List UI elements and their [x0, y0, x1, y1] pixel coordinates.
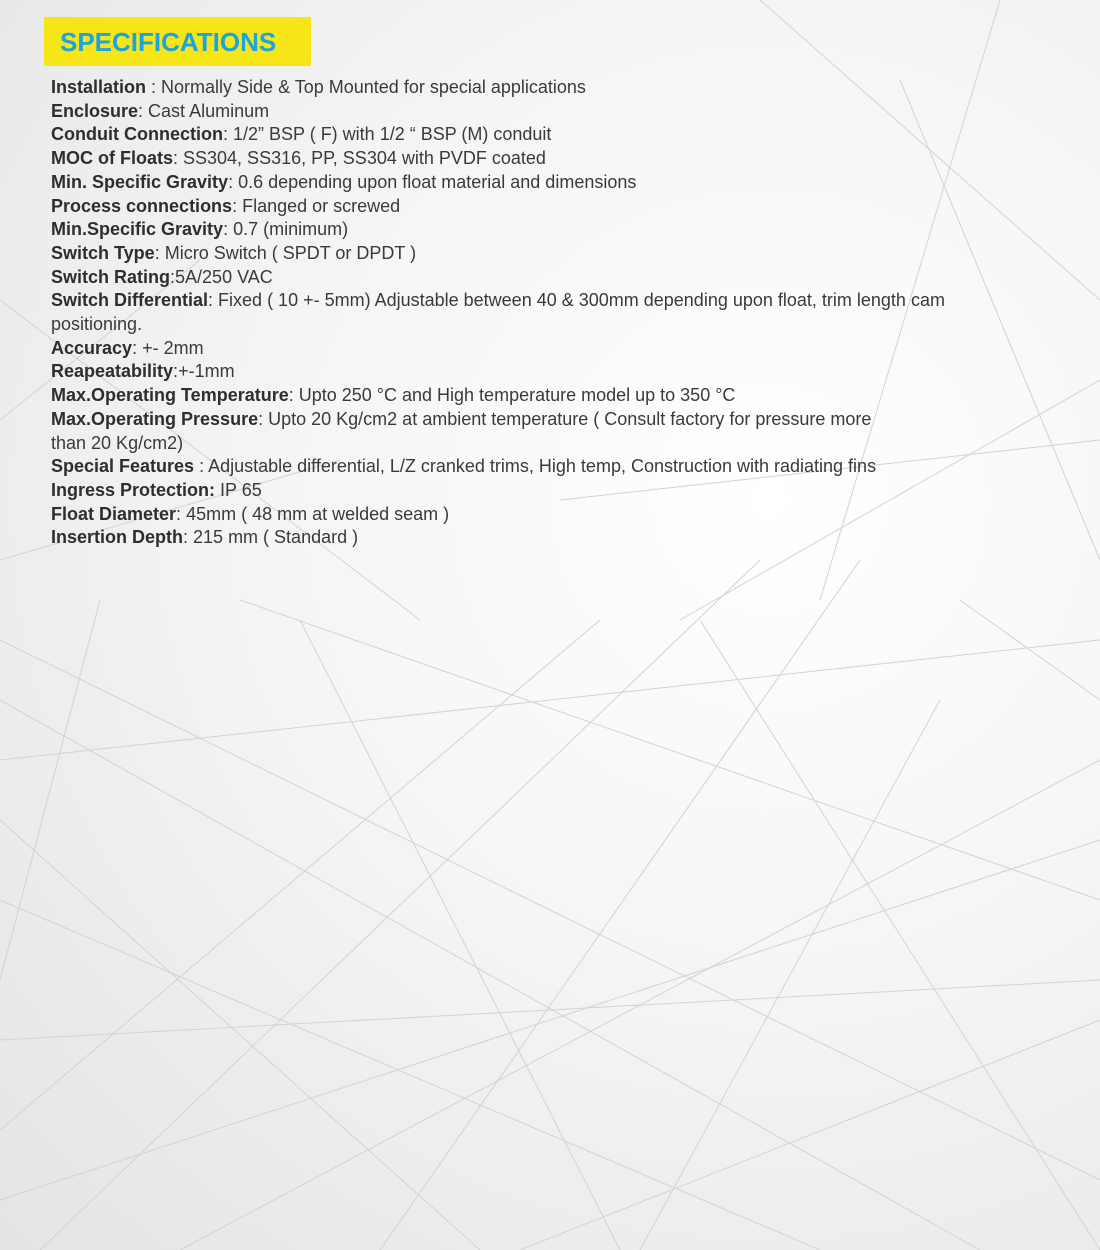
spec-value: Fixed ( 10 +- 5mm) Adjustable between 40 & 300mm depending upon float, trim length cam positioning. — [51, 290, 945, 335]
spec-label: Special Features — [51, 456, 195, 477]
spec-label: Installation — [51, 77, 147, 97]
spec-value: Normally Side & Top Mounted for special applications — [161, 77, 586, 97]
spec-conduit-connection — [51, 123, 981, 147]
spec-label: Float Diameter — [51, 503, 177, 524]
spec-value: +- 2mm — [142, 337, 204, 358]
spec-separator: : — [170, 266, 176, 287]
spec-separator: : — [194, 456, 209, 477]
spec-switch-rating — [51, 266, 981, 290]
spec-separator: : — [146, 77, 162, 97]
spec-min-specific-gravity-2 — [51, 218, 981, 242]
spec-installation — [51, 76, 981, 100]
spec-switch-differential — [51, 289, 981, 336]
spec-separator: : — [208, 290, 219, 311]
spec-separator: : — [258, 408, 269, 429]
spec-value: Adjustable differential, L/Z cranked trims, High temp, Construction with radiating fins — [208, 456, 877, 477]
spec-separator: : — [154, 242, 165, 263]
spec-separator: : — [222, 124, 233, 145]
spec-label: Switch Rating — [51, 266, 171, 287]
spec-max-operating-temperature — [51, 384, 981, 408]
spec-label: Accuracy — [51, 337, 133, 358]
spec-label: Enclosure — [51, 100, 139, 121]
spec-label: Switch Type — [51, 242, 155, 263]
spec-separator: : — [288, 385, 299, 406]
spec-value: SS304, SS316, PP, SS304 with PVDF coated — [183, 148, 546, 169]
spec-separator: : — [183, 527, 194, 548]
specification-list — [51, 76, 981, 550]
spec-label: Max.Operating Temperature — [51, 385, 289, 406]
spec-label: Conduit Connection — [51, 124, 223, 145]
spec-value: Flanged or screwed — [242, 195, 401, 216]
spec-special-features — [51, 455, 921, 479]
spec-separator: : — [176, 503, 187, 524]
spec-value: Upto 250 °C and High temperature model up to 350 °C — [298, 385, 736, 406]
spec-enclosure — [51, 100, 981, 124]
spec-float-diameter — [51, 503, 981, 527]
spec-separator: : — [223, 219, 234, 240]
spec-label: MOC of Floats — [51, 148, 173, 169]
spec-value: 215 mm ( Standard ) — [193, 527, 359, 548]
spec-value: 5A/250 VAC — [175, 266, 273, 287]
spec-min-specific-gravity — [51, 171, 981, 195]
spec-value: +-1mm — [178, 361, 235, 382]
spec-separator: : — [132, 337, 143, 358]
spec-separator: : — [173, 148, 184, 169]
section-heading-banner — [44, 17, 311, 66]
spec-label: Ingress Protection: — [51, 479, 216, 500]
spec-label: Insertion Depth — [51, 527, 184, 548]
spec-insertion-depth — [51, 526, 981, 550]
spec-moc-of-floats — [51, 147, 981, 171]
spec-label: Min. Specific Gravity — [51, 171, 229, 192]
spec-label: Min.Specific Gravity — [51, 219, 224, 240]
spec-label: Switch Differential — [51, 290, 209, 311]
spec-value: Upto 20 Kg/cm2 at ambient temperature ( Consult factory for pressure more than 20 Kg/cm2) — [51, 408, 872, 453]
spec-value: 0.7 (minimum) — [233, 219, 349, 240]
spec-switch-type — [51, 242, 981, 266]
spec-value: Micro Switch ( SPDT or DPDT ) — [164, 242, 417, 263]
spec-separator: : — [232, 195, 243, 216]
spec-value: 0.6 depending upon float material and dimensions — [238, 171, 637, 192]
section-heading: SPECIFICATIONS — [60, 27, 277, 57]
spec-value: 1/2” BSP ( F) with 1/2 “ BSP (M) conduit — [232, 124, 552, 145]
spec-label: Process connections — [51, 195, 233, 216]
spec-separator: : — [138, 100, 149, 121]
spec-max-operating-pressure — [51, 408, 901, 455]
spec-value: 45mm ( 48 mm at welded seam ) — [186, 503, 450, 524]
spec-value: Cast Aluminum — [148, 100, 270, 121]
spec-accuracy — [51, 337, 981, 361]
spec-process-connections — [51, 195, 981, 219]
spec-label: Max.Operating Pressure — [51, 408, 259, 429]
spec-separator: : — [173, 361, 179, 382]
spec-ingress-protection — [51, 479, 981, 503]
spec-separator: : — [228, 171, 239, 192]
spec-value: IP 65 — [220, 479, 262, 500]
spec-repeatability — [51, 360, 981, 384]
spec-label: Reapeatability — [51, 361, 174, 382]
